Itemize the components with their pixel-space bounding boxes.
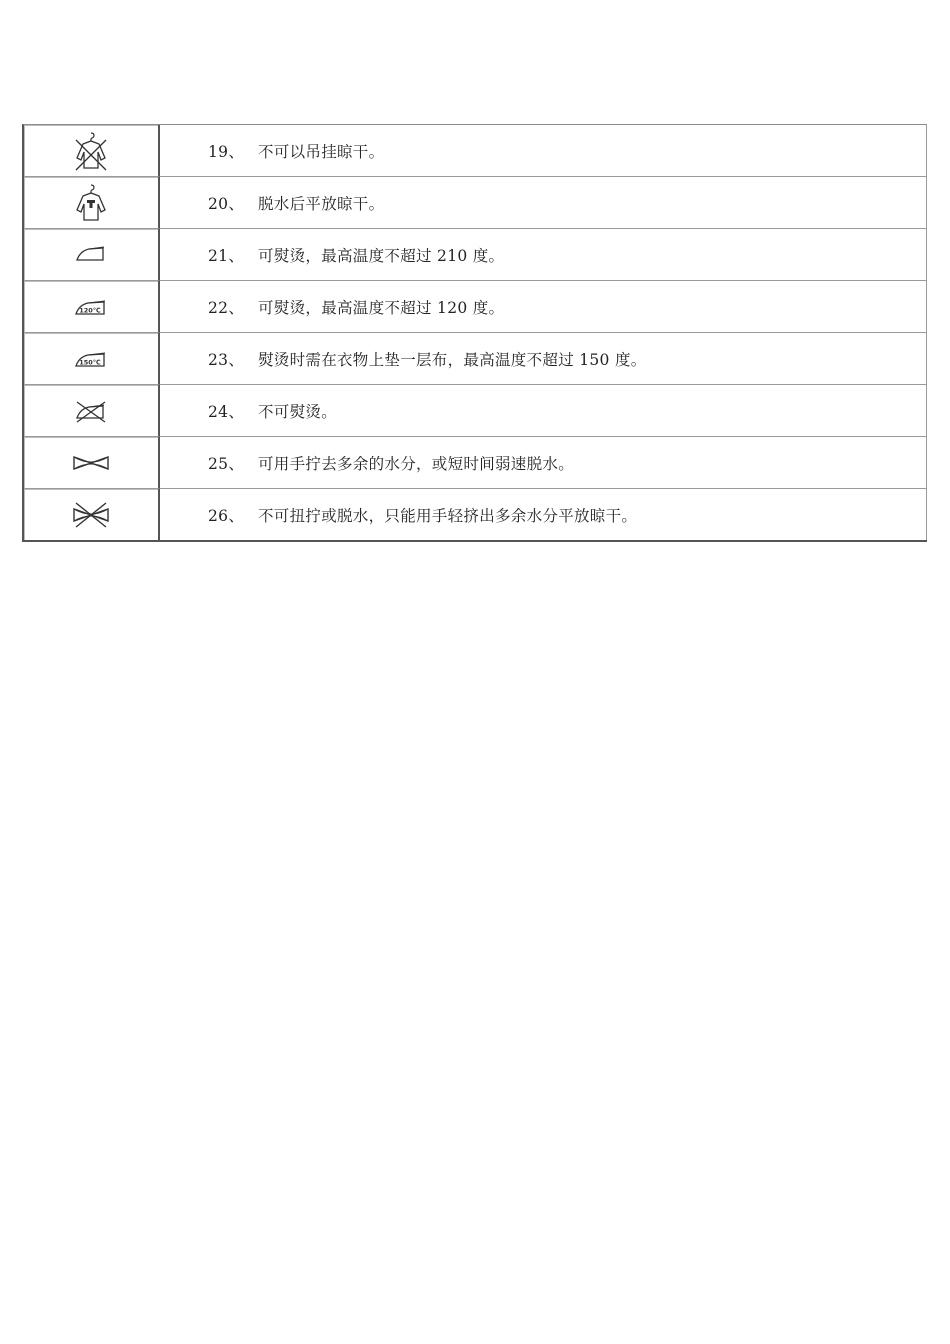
item-number: 26、 xyxy=(208,506,245,525)
item-number: 24、 xyxy=(208,402,245,421)
icon-cell xyxy=(24,125,160,177)
icon-cell xyxy=(24,437,160,489)
care-instruction xyxy=(160,229,927,281)
table-row xyxy=(24,437,927,489)
care-instruction xyxy=(160,177,927,229)
item-number: 22、 xyxy=(208,298,245,317)
item-number: 20、 xyxy=(208,194,245,213)
table-row xyxy=(24,333,927,385)
table-row xyxy=(24,125,927,177)
table-row xyxy=(24,385,927,437)
wring-icon xyxy=(70,451,112,475)
item-text: 可熨烫，最高温度不超过 210 度。 xyxy=(258,246,505,265)
item-number: 23、 xyxy=(208,350,245,369)
table-row xyxy=(24,489,927,540)
care-instruction xyxy=(160,125,927,177)
care-instruction xyxy=(160,489,927,540)
no-hang-dry-icon xyxy=(71,130,111,172)
iron-icon xyxy=(71,240,111,270)
icon-cell xyxy=(24,281,160,333)
iron-120-icon xyxy=(71,292,111,322)
item-number: 19、 xyxy=(208,142,245,161)
item-text: 不可以吊挂晾干。 xyxy=(258,142,385,161)
no-wring-icon xyxy=(70,500,112,530)
care-instruction xyxy=(160,281,927,333)
iron-temperature-label: 150℃ xyxy=(79,358,101,366)
item-number: 25、 xyxy=(208,454,245,473)
table-row xyxy=(24,229,927,281)
item-text: 可熨烫，最高温度不超过 120 度。 xyxy=(258,298,505,317)
dry-flat-icon xyxy=(71,182,111,224)
icon-cell xyxy=(24,385,160,437)
care-instruction xyxy=(160,333,927,385)
icon-cell xyxy=(24,333,160,385)
iron-temperature-label: 120℃ xyxy=(79,306,101,314)
table-row xyxy=(24,281,927,333)
icon-cell xyxy=(24,489,160,540)
item-text: 熨烫时需在衣物上垫一层布，最高温度不超过 150 度。 xyxy=(258,350,647,369)
iron-150-cloth-icon xyxy=(71,344,111,374)
item-text: 脱水后平放晾干。 xyxy=(258,194,385,213)
care-instruction xyxy=(160,385,927,437)
icon-cell xyxy=(24,177,160,229)
item-number: 21、 xyxy=(208,246,245,265)
item-text: 不可扭拧或脱水，只能用手轻挤出多余水分平放晾干。 xyxy=(258,506,638,525)
item-text: 不可熨烫。 xyxy=(258,402,338,421)
item-text: 可用手拧去多余的水分，或短时间弱速脱水。 xyxy=(258,454,575,473)
laundry-care-table xyxy=(22,124,927,542)
table-row xyxy=(24,177,927,229)
icon-cell xyxy=(24,229,160,281)
no-iron-icon xyxy=(71,396,111,426)
care-instruction xyxy=(160,437,927,489)
